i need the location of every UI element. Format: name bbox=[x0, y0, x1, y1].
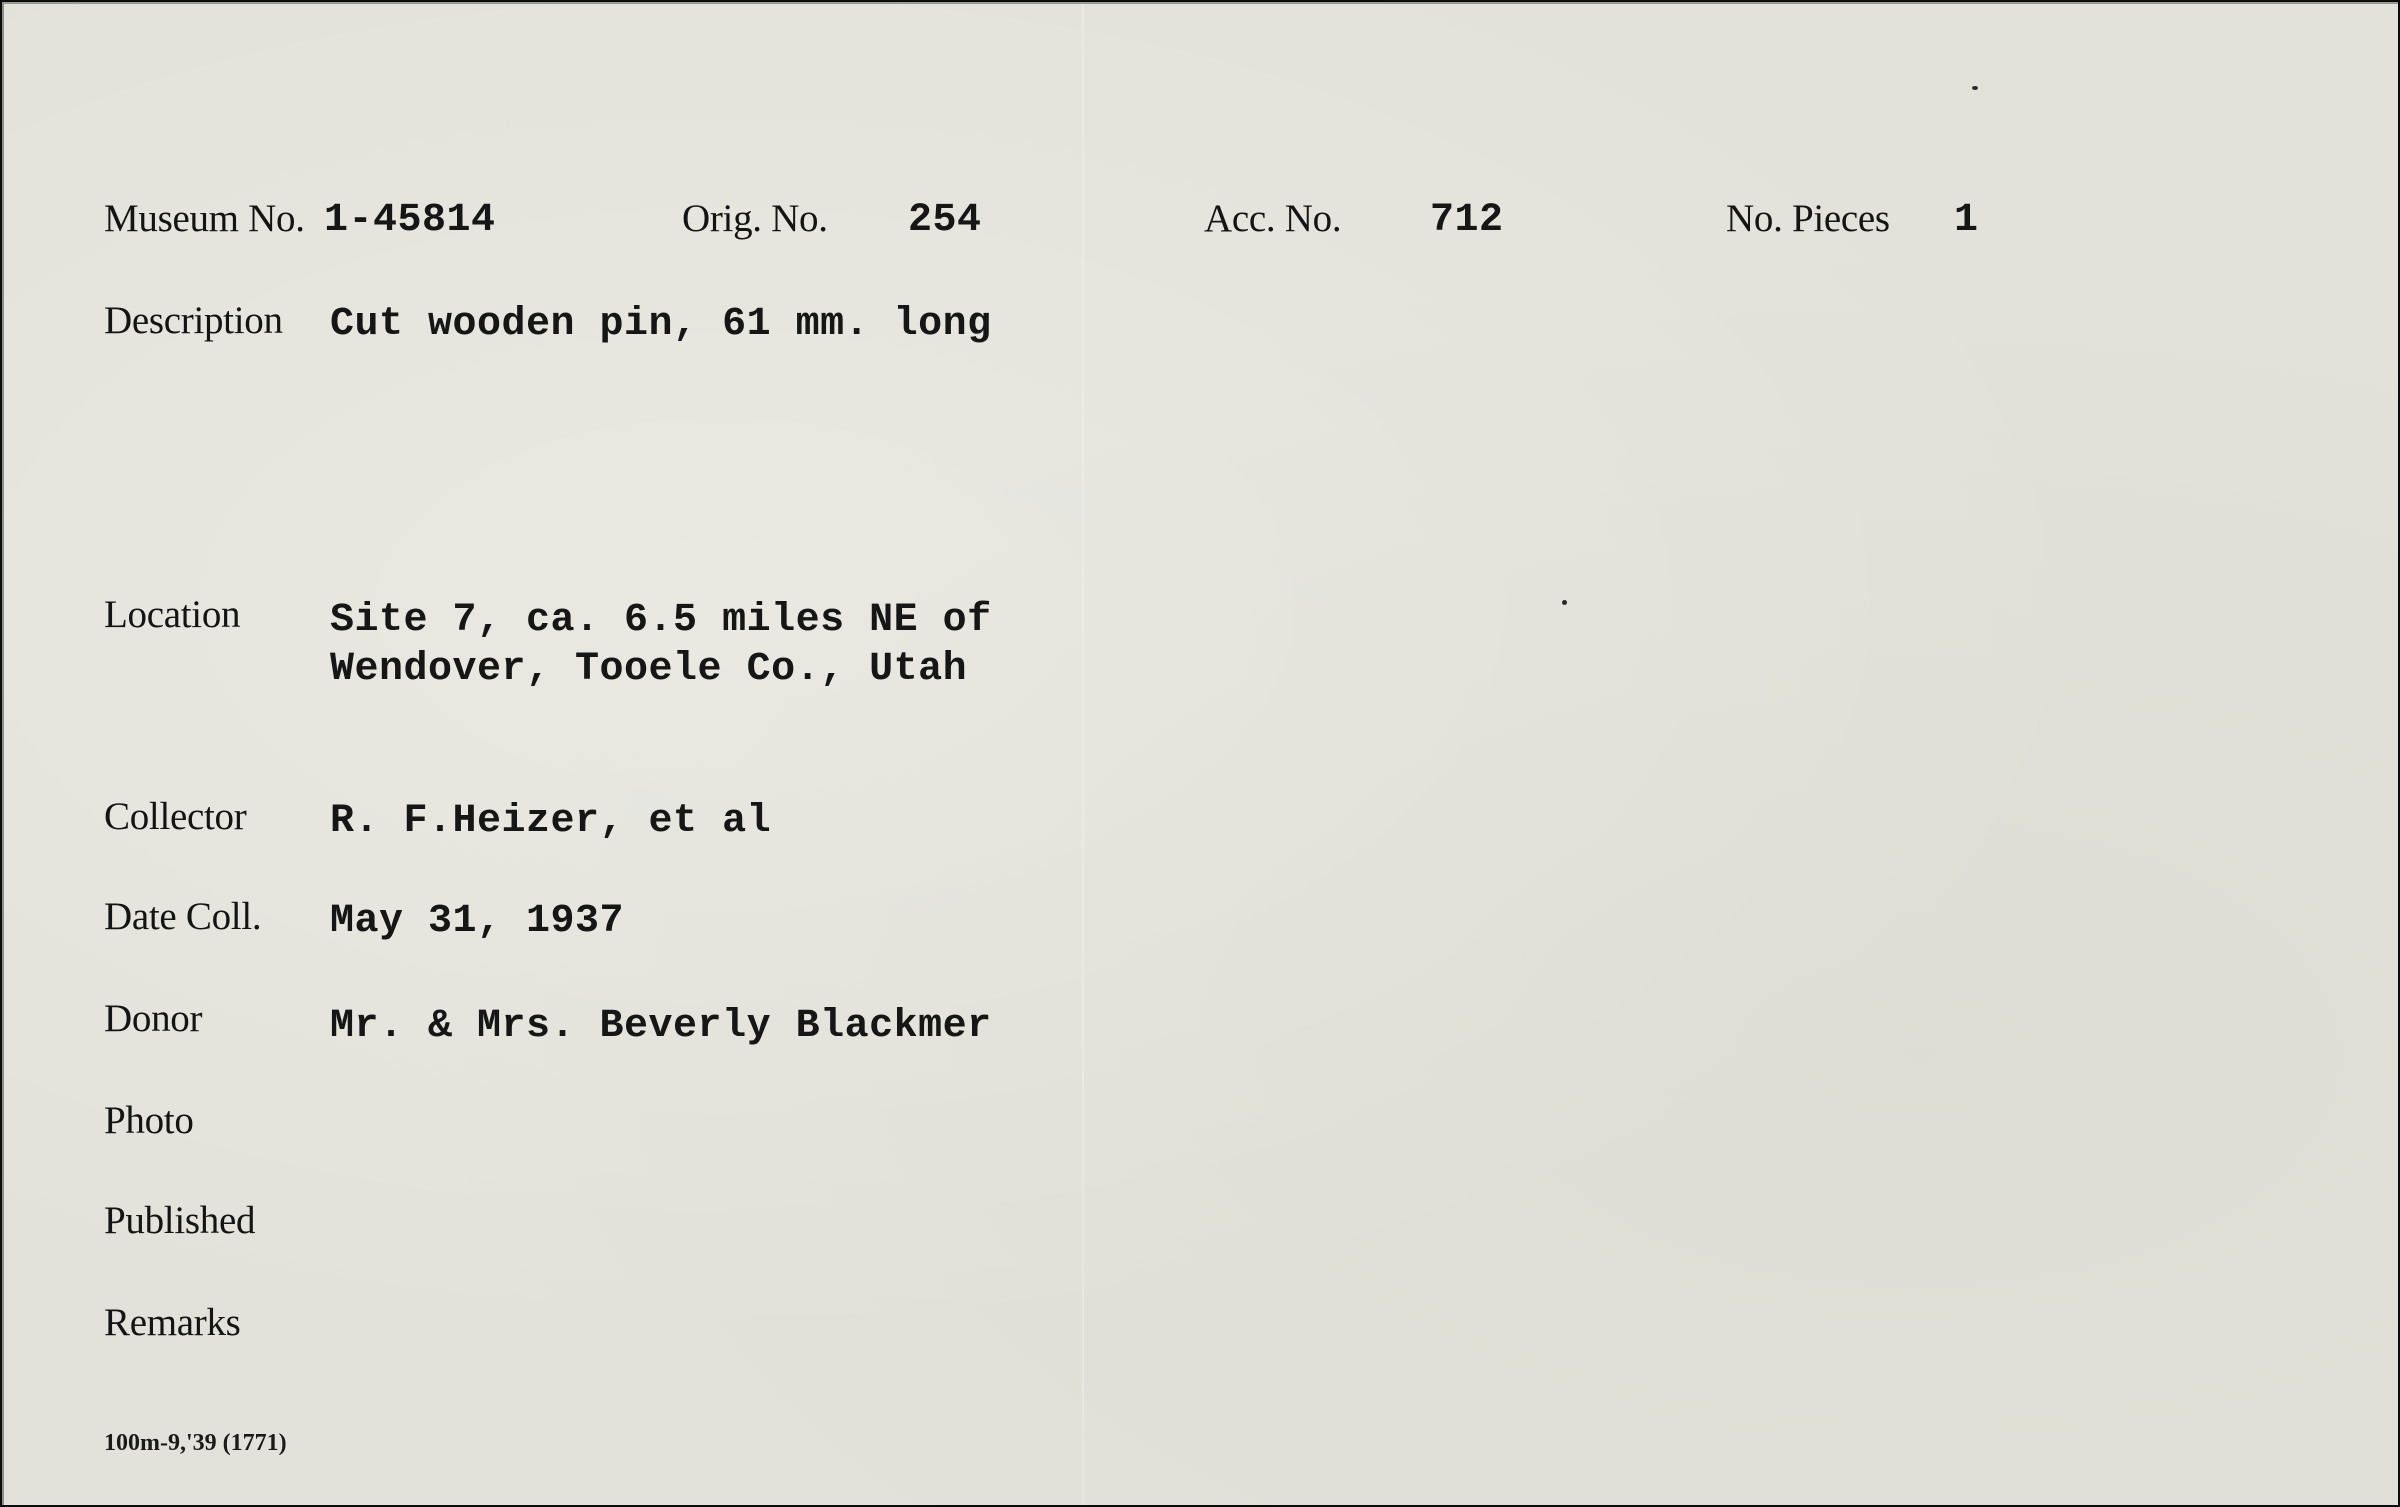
no-pieces-label: No. Pieces bbox=[1726, 197, 1890, 240]
catalog-card bbox=[2, 2, 2398, 1505]
date-coll-value: May 31, 1937 bbox=[330, 899, 625, 944]
acc-no-label: Acc. No. bbox=[1204, 197, 1342, 240]
ink-speck bbox=[1562, 600, 1567, 605]
museum-no-value: 1-45814 bbox=[324, 198, 496, 243]
location-label: Location bbox=[104, 593, 241, 636]
orig-no-label: Orig. No. bbox=[682, 197, 828, 240]
description-value: Cut wooden pin, 61 mm. long bbox=[330, 302, 992, 347]
donor-value: Mr. & Mrs. Beverly Blackmer bbox=[330, 1004, 992, 1049]
acc-no-value: 712 bbox=[1430, 198, 1504, 243]
ink-speck bbox=[1972, 86, 1978, 90]
photo-label: Photo bbox=[104, 1099, 194, 1142]
date-coll-label: Date Coll. bbox=[104, 895, 262, 938]
location-value: Site 7, ca. 6.5 miles NE of Wendover, Tooele Co., Utah bbox=[330, 598, 992, 692]
published-label: Published bbox=[104, 1199, 256, 1242]
no-pieces-value: 1 bbox=[1954, 198, 1979, 243]
description-label: Description bbox=[104, 299, 283, 342]
donor-label: Donor bbox=[104, 997, 203, 1040]
collector-label: Collector bbox=[104, 795, 247, 838]
print-code: 100m-9,'39 (1771) bbox=[104, 1430, 287, 1456]
orig-no-value: 254 bbox=[908, 198, 982, 243]
collector-value: R. F.Heizer, et al bbox=[330, 799, 772, 844]
card-crease bbox=[1082, 4, 1084, 1505]
museum-no-label: Museum No. bbox=[104, 197, 305, 240]
remarks-label: Remarks bbox=[104, 1301, 241, 1344]
